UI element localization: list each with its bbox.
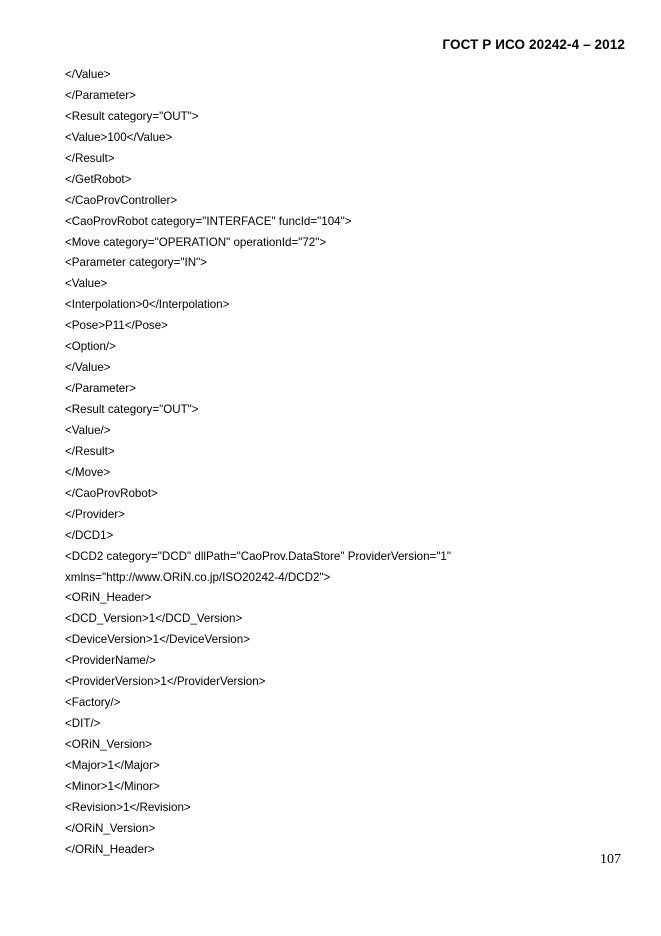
code-line: <Option/>	[65, 340, 116, 354]
code-line: <Result category="OUT">	[65, 109, 199, 123]
code-line: </GetRobot>	[65, 172, 132, 186]
code-line: </Parameter>	[65, 382, 136, 396]
code-line: <Factory/>	[65, 696, 121, 710]
code-line: <Minor>1</Minor>	[65, 779, 160, 793]
code-line: </Value>	[65, 361, 111, 375]
code-line: <DeviceVersion>1</DeviceVersion>	[65, 633, 250, 647]
code-line: <Parameter category="IN">	[65, 256, 207, 270]
code-line: </Value>	[65, 68, 111, 81]
code-line: <DCD2 category="DCD" dllPath="CaoProv.DataStore" ProviderVersion="1"	[65, 549, 451, 563]
code-line: </Result>	[65, 151, 115, 165]
code-line: <Major>1</Major>	[65, 758, 160, 772]
code-line: <Interpolation>0</Interpolation>	[65, 298, 230, 312]
page-number: 107	[600, 852, 621, 867]
code-line: <DIT/>	[65, 717, 101, 731]
code-line: </Provider>	[65, 507, 125, 521]
code-line: <Value>100</Value>	[65, 130, 173, 144]
code-line: <CaoProvRobot category="INTERFACE" funcId="104">	[65, 214, 352, 228]
code-line: </Result>	[65, 444, 115, 458]
code-line: </CaoProvController>	[65, 193, 178, 207]
code-line: <Move category="OPERATION" operationId="72">	[65, 235, 327, 249]
code-line: <ORiN_Header>	[65, 591, 152, 605]
document-header: ГОСТ Р ИСО 20242-4 – 2012	[442, 37, 625, 52]
code-line: </ORiN_Version>	[65, 821, 156, 835]
code-line: <ProviderName/>	[65, 654, 156, 668]
code-line: <DCD_Version>1</DCD_Version>	[65, 612, 243, 626]
code-line: </DCD1>	[65, 528, 114, 542]
code-line: </Move>	[65, 465, 111, 479]
code-line: <ProviderVersion>1</ProviderVersion>	[65, 675, 266, 689]
xml-code-listing	[65, 65, 451, 861]
code-line: xmlns="http://www.ORiN.co.jp/ISO20242-4/DCD2">	[65, 570, 331, 584]
code-line: <Pose>P11</Pose>	[65, 319, 168, 333]
code-line: <Value/>	[65, 423, 111, 437]
code-line: </ORiN_Header>	[65, 842, 155, 856]
code-line: </Parameter>	[65, 88, 136, 102]
code-line: <ORiN_Version>	[65, 738, 152, 751]
code-line: <Revision>1</Revision>	[65, 800, 191, 814]
code-line: </CaoProvRobot>	[65, 486, 158, 500]
code-line: <Value>	[65, 277, 108, 291]
code-line: <Result category="OUT">	[65, 403, 199, 416]
